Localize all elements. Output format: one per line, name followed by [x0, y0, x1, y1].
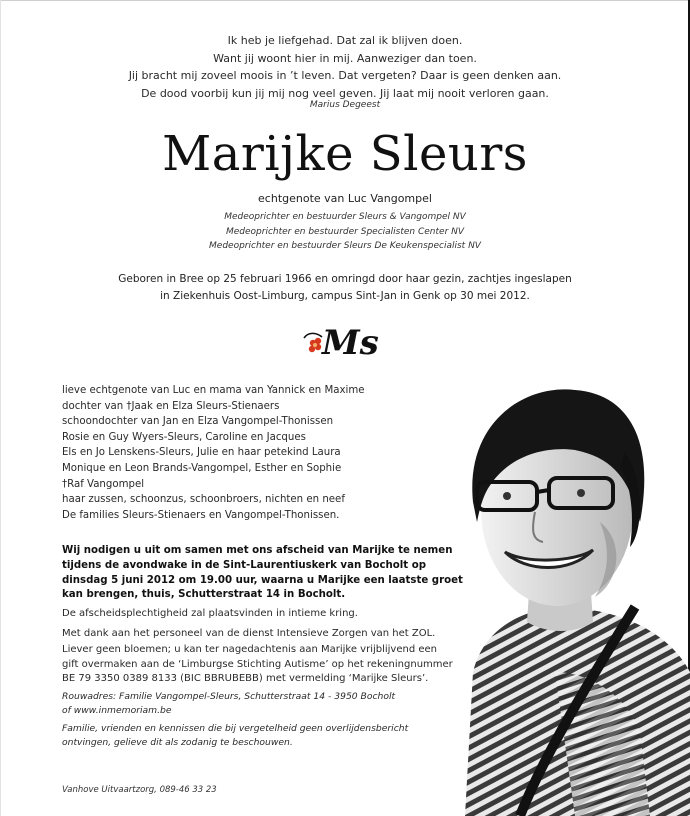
invitation-line: tijdens de avondwake in de Sint-Laurentiuskerk van Bocholt op [62, 559, 426, 571]
family-line: Rosie en Guy Wyers-Sleurs, Caroline en Jacques [62, 431, 306, 443]
portrait-photo [425, 372, 690, 816]
address-line: Rouwadres: Familie Vangompel-Sleurs, Schutterstraat 14 - 3950 Bocholt [62, 691, 396, 702]
spouse-line: echtgenote van Luc Vangompel [258, 192, 432, 205]
frame-left-line [0, 0, 1, 816]
thanks-text: Met dank aan het personeel van de dienst Intensieve Zorgen van het ZOL. [62, 628, 436, 639]
donation-line: BE 79 3350 0389 8133 (BIC BBRUBEBB) met vermelding ‘Marijke Sleurs’. [62, 673, 429, 684]
poem-line: Want jij woont hier in mij. Aanweziger dan toen. [213, 51, 477, 65]
monogram-letters: Ms [322, 323, 379, 362]
family-line: †Raf Vangompel [62, 478, 145, 490]
poem [0, 32, 690, 102]
family-list [62, 383, 462, 523]
family-line: lieve echtgenote van Luc en mama van Yannick en Maxime [62, 385, 365, 396]
farewell-text: De afscheidsplechtigheid zal plaatsvinden in intieme kring. [62, 608, 358, 619]
family-line: De families Sleurs-Stienaers en Vangompel-Thonissen. [62, 509, 340, 521]
invitation-line: dinsdag 5 juni 2012 om 19.00 uur, waarna u Marijke een laatste groet [62, 574, 463, 586]
frame-top-line [0, 0, 690, 1]
role-line: Medeoprichter en bestuurder Sleurs De Keukenspecialist NV [209, 241, 481, 251]
poem-author: Marius Degeest [309, 100, 381, 110]
family-line: dochter van †Jaak en Elza Sleurs-Stienaers [62, 400, 280, 412]
notice-line: ontvingen, gelieve dit als zodanig te beschouwen. [62, 737, 293, 748]
roles-list [0, 210, 690, 254]
address-text [62, 690, 462, 718]
notice-text [62, 722, 462, 750]
family-line: schoondochter van Jan en Elza Vangompel-Thonissen [62, 416, 334, 428]
birth-death-line: Geboren in Bree op 25 februari 1966 en omringd door haar gezin, zachtjes ingeslapen [118, 273, 572, 285]
deceased-name: Marijke Sleurs [162, 126, 528, 182]
donation-line: Liever geen bloemen; u kan ter nagedachtenis aan Marijke vrijblijvend een [62, 644, 438, 655]
family-line: haar zussen, schoonzus, schoonbroers, nichten en neef [62, 494, 345, 506]
invitation-line: Wij nodigen u uit om samen met ons afscheid van Marijke te nemen [62, 545, 453, 556]
invitation-text [62, 544, 462, 603]
poem-line: Ik heb je liefgehad. Dat zal ik blijven doen. [227, 34, 463, 47]
poem-line: Jij bracht mij zoveel moois in ’t leven. Dat vergeten? Daar is geen denken aan. [128, 69, 562, 82]
role-line: Medeoprichter en bestuurder Sleurs & Vangompel NV [224, 212, 466, 222]
family-line: Monique en Leon Brands-Vangompel, Esther en Sophie [62, 462, 342, 474]
donation-line: gift overmaken aan de ‘Limburgse Stichting Autisme’ op het rekeningnummer [62, 658, 453, 670]
flower-icon [304, 333, 322, 352]
invitation-line: kan brengen, thuis, Schutterstraat 14 in Bocholt. [62, 589, 346, 601]
donation-text [62, 643, 462, 687]
notice-line: Familie, vrienden en kennissen die bij vergetelheid geen overlijdensbericht [62, 723, 409, 734]
role-line: Medeoprichter en bestuurder Specialisten Center NV [225, 226, 465, 237]
birth-death-line: in Ziekenhuis Oost-Limburg, campus Sint-Jan in Genk op 30 mei 2012. [160, 290, 530, 302]
monogram-icon [296, 318, 386, 362]
birth-death-text [0, 271, 690, 305]
address-line: of www.inmemoriam.be [62, 705, 172, 716]
funeral-home-footer: Vanhove Uitvaartzorg, 089-46 33 23 [62, 785, 217, 795]
poem-line: De dood voorbij kun jij mij nog veel geven. Jij laat mij nooit verloren gaan. [141, 86, 549, 100]
family-line: Els en Jo Lenskens-Sleurs, Julie en haar petekind Laura [62, 447, 341, 459]
